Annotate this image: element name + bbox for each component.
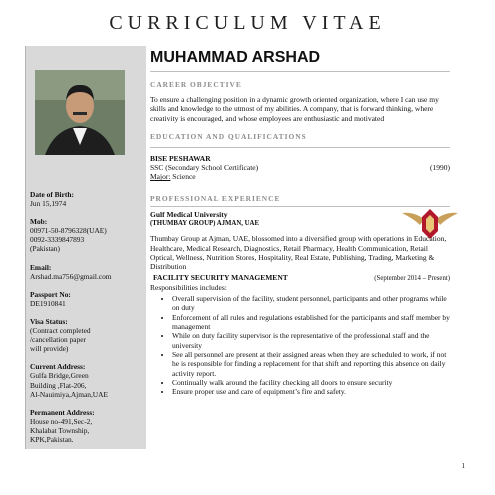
experience-heading: PROFESSIONAL EXPERIENCE (150, 193, 281, 203)
name-divider (150, 71, 450, 72)
current-address-line-3: Al-Nauimiya,Ajman,UAE (30, 389, 108, 399)
company-description: Thumbay Group at Ajman, UAE, blossomed into a diversified group with operations in Education, Healthcare, Medical Research, Diagnostics, Retail Pharmacy, Health Communication, Retail Optical, Wellness, Nutrition Stores, Hospitality, Real Estate, Publishing, Trading, Marketing & Distribution (150, 234, 447, 272)
current-address-line-2: Building ,Flat-206, (30, 380, 87, 390)
major-label: Major: (150, 172, 171, 182)
employer-name: Gulf Medical University (150, 209, 228, 219)
page-number: 1 (461, 462, 465, 470)
permanent-address-label: Permanent Address: (30, 407, 95, 417)
education-divider (150, 147, 450, 148)
page-title: CURRICULUM VITAE (109, 12, 386, 34)
career-text: To ensure a challenging position in a dynamic growth oriented organization, where I can use my skills and knowledge to the utmost of my abilities. A company, that is forward thinking, where creativity is encouraged, and whose employees are enthusiastic and motivated (150, 95, 439, 123)
visa-label: Visa Status: (30, 316, 68, 326)
profile-photo (35, 70, 125, 155)
mobile-pakistan: 0092-3339847893 (30, 235, 85, 245)
responsibility-item: • Ensure proper use and care of equipment’s fire and safety. (172, 387, 450, 396)
responsibilities-label: Responsibilities includes: (150, 282, 227, 292)
dob-value: Jun 15,1974 (30, 199, 67, 209)
passport-label: Passport No: (30, 289, 71, 299)
responsibility-item: • While on duty facility supervisor is the representative of the professional staff and the university (172, 331, 450, 350)
responsibility-item: • Continually walk around the facility checking all doors to ensure security (172, 378, 450, 387)
current-address-line-1: Gulfa Bridge,Green (30, 371, 89, 381)
responsibility-item: • Overall supervision of the facility, student personnel, participants and other programs while on duty (172, 294, 450, 313)
education-major (150, 172, 450, 181)
email-value: Arshad.ma756@gmail.com (30, 271, 112, 281)
job-role: FACILITY SECURITY MANAGEMENT (153, 272, 288, 282)
visa-line-3: will provide) (30, 344, 69, 354)
experience-divider (150, 206, 450, 207)
education-heading: EDUCATION AND QUALIFICATIONS (150, 131, 307, 141)
responsibility-item: • See all personnel are present at their assigned areas when they are scheduled to work, if not he is responsible for finding a replacement for that shift and reporting this absence on daily activity report. (172, 350, 450, 378)
main-content (150, 48, 450, 396)
education-year: (1990) (430, 163, 450, 173)
education-institute: BISE PESHAWAR (150, 153, 211, 163)
passport-value: DE1910841 (30, 298, 66, 308)
responsibilities-list (150, 294, 450, 396)
visa-line-2: /cancellation paper (30, 335, 87, 345)
permanent-address-line-2: Khalabat Township, (30, 425, 90, 435)
email-label: Email: (30, 262, 52, 272)
personal-info (30, 190, 160, 453)
mobile-label: Mob: (30, 217, 48, 227)
visa-line-1: (Contract completed (30, 326, 91, 336)
job-period: (September 2014 – Present) (374, 274, 450, 282)
employer-group: (THUMBAY GROUP) AJMAN, UAE (150, 220, 259, 228)
permanent-address-line-1: House no-491,Sec-2, (30, 416, 93, 426)
current-address-label: Current Address: (30, 362, 86, 372)
career-heading: CAREER OBJECTIVE (150, 80, 242, 89)
education-certificate: SSC (Secondary School Certificate) (150, 163, 259, 173)
mobile-uae: 00971-50-8796328(UAE) (30, 226, 107, 236)
major-value: Science (170, 172, 196, 182)
responsibility-item: • Enforcement of all rules and regulations established for the participants and staff member by management (172, 313, 450, 332)
dob-label: Date of Birth: (30, 190, 74, 199)
mobile-country: (Pakistan) (30, 244, 60, 254)
candidate-name: MUHAMMAD ARSHAD (150, 49, 321, 66)
permanent-address-line-3: KPK,Pakistan. (30, 434, 74, 444)
